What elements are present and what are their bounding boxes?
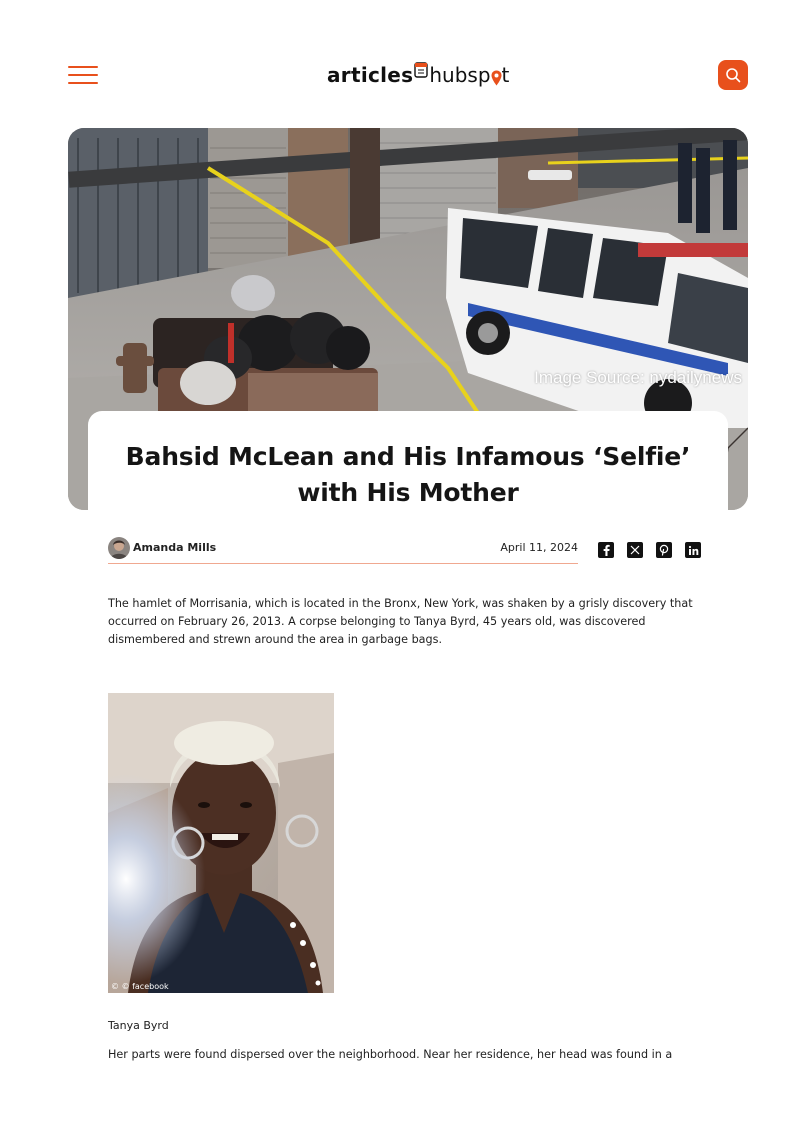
article-photo xyxy=(108,693,334,993)
publish-date: April 11, 2024 xyxy=(500,541,578,554)
article-meta xyxy=(108,536,578,564)
search-icon xyxy=(725,67,741,83)
article-title: Bahsid McLean and His Infamous ‘Selfie’ with His Mother xyxy=(125,442,691,507)
logo-text-articles: articles xyxy=(327,63,414,87)
location-pin-icon xyxy=(491,70,502,86)
photo-credit: © © facebook xyxy=(111,982,169,991)
author-avatar[interactable] xyxy=(108,537,130,559)
title-card xyxy=(88,411,728,521)
linkedin-icon[interactable] xyxy=(685,542,701,558)
menu-line xyxy=(68,66,98,68)
article-paragraph: Her parts were found dispersed over the neighborhood. Near her residence, her head was found in a xyxy=(108,1048,673,1061)
document-icon xyxy=(414,62,428,78)
search-button[interactable] xyxy=(718,60,748,90)
pinterest-icon[interactable] xyxy=(656,542,672,558)
logo-text-t: t xyxy=(501,63,510,87)
article-paragraph: The hamlet of Morrisania, which is located in the Bronx, New York, was shaken by a grisly discovery that occurred on February 26, 2013. A corpse belonging to Tanya Byrd, 45 years old, was discovered dismembered and strewn around the area in garbage bags. xyxy=(108,597,693,646)
menu-line xyxy=(68,74,98,76)
portrait-illustration xyxy=(108,693,334,993)
facebook-icon[interactable] xyxy=(598,542,614,558)
hamburger-menu-icon[interactable] xyxy=(68,64,98,86)
image-source-label: Image Source: nydailynews xyxy=(534,368,742,387)
site-logo[interactable] xyxy=(327,60,509,90)
logo-text-hubsp: hubsp xyxy=(429,63,491,87)
x-twitter-icon[interactable] xyxy=(627,542,643,558)
photo-caption: Tanya Byrd xyxy=(108,1019,169,1032)
avatar-icon xyxy=(108,537,130,559)
author-name[interactable]: Amanda Mills xyxy=(133,541,217,554)
menu-line xyxy=(68,82,98,84)
share-buttons xyxy=(598,542,701,558)
